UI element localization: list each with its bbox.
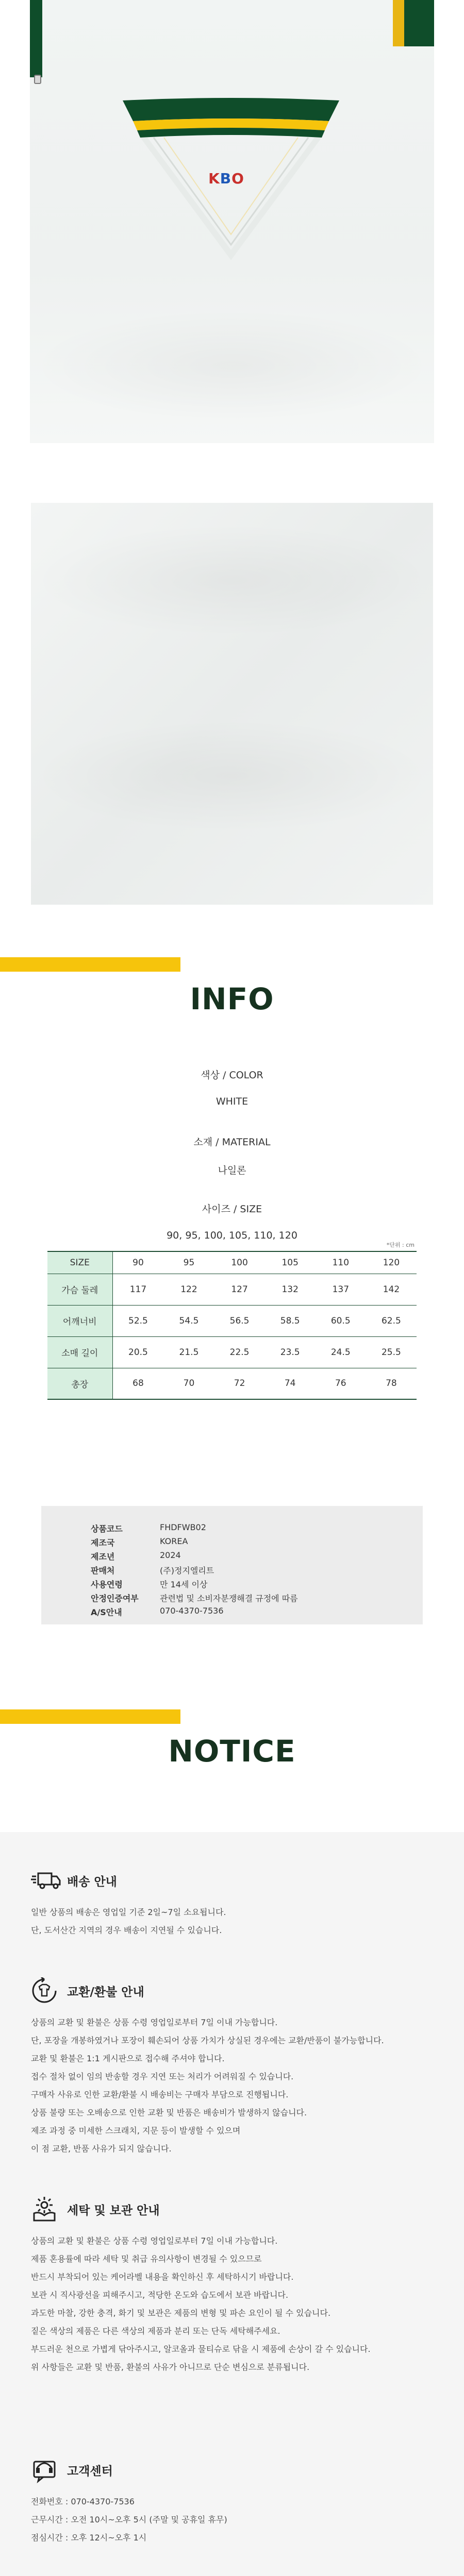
shipping-notice — [31, 1867, 443, 1939]
table-cell: 52.5 — [112, 1305, 163, 1336]
notice-line: 과도한 마찰, 강한 충격, 화기 및 보관은 제품의 변형 및 파손 요인이 될 수 있습니다. — [31, 2308, 331, 2318]
detail-value: 070-4370-7536 — [160, 1606, 224, 1616]
size-table-header-cell: 105 — [265, 1251, 316, 1274]
size-table-header-cell: 120 — [366, 1251, 417, 1274]
kbo-logo: K B O — [208, 170, 244, 187]
exchange-notice — [31, 1977, 443, 2158]
table-cell: 78 — [366, 1368, 417, 1399]
unit-note: *단위 : cm — [386, 1242, 415, 1248]
table-cell: 122 — [163, 1274, 214, 1305]
detail-key: 제조년 — [91, 1552, 115, 1562]
left-sleeve-trim — [30, 0, 42, 77]
size-label: 사이즈 / SIZE — [202, 1204, 262, 1215]
notice-heading-title: 교환/환불 안내 — [67, 1985, 144, 1999]
notice-line: 제품 혼용률에 따라 세탁 및 취급 유의사항이 변경될 수 있으므로 — [31, 2254, 262, 2264]
table-cell: 70 — [163, 1368, 214, 1399]
detail-value: 2024 — [160, 1550, 181, 1560]
fabric-fold-shadow — [31, 719, 433, 833]
size-value: 90, 95, 100, 105, 110, 120 — [167, 1230, 297, 1241]
table-cell: 117 — [112, 1274, 163, 1305]
table-cell: 127 — [214, 1274, 265, 1305]
table-cell: 54.5 — [163, 1305, 214, 1336]
notice-heading — [31, 2196, 443, 2223]
notice-text — [31, 1903, 443, 1939]
color-value: WHITE — [216, 1096, 248, 1107]
notice-heading-title: 세탁 및 보관 안내 — [67, 2204, 160, 2217]
notice-line: 단, 포장을 개봉하였거나 포장이 훼손되어 상품 가치가 상실된 경우에는 교환/반품이 불가능합니다. — [31, 2036, 384, 2045]
size-chart-table — [47, 1251, 417, 1400]
detail-key: A/S안내 — [91, 1607, 122, 1617]
notice-title: NOTICE — [168, 1734, 296, 1769]
table-cell: 20.5 — [112, 1336, 163, 1368]
notice-heading — [31, 1977, 443, 2004]
notice-line: 단, 도서산간 지역의 경우 배송이 지연될 수 있습니다. — [31, 1925, 222, 1935]
notice-line: 상품의 교환 및 환불은 상품 수령 영업일로부터 7일 이내 가능합니다. — [31, 2018, 278, 2027]
fabric-fold-shadow — [31, 523, 433, 637]
notice-line: 위 사항들은 교환 및 반품, 환불의 사유가 아니므로 단순 변심으로 분류됩니다. — [31, 2362, 310, 2372]
detail-row — [91, 1536, 423, 1550]
info-title: INFO — [190, 981, 274, 1016]
table-row — [47, 1305, 417, 1336]
right-sleeve-yellow-trim — [393, 0, 404, 46]
notice-line: 근무시간 : 오전 10시~오후 5시 (주말 및 공휴일 휴무) — [31, 2515, 227, 2524]
detail-value: 만 14세 이상 — [160, 1580, 208, 1589]
notice-line: 보관 시 직사광선을 피해주시고, 적당한 온도와 습도에서 보관 바랍니다. — [31, 2290, 289, 2300]
size-field — [0, 1201, 464, 1241]
notice-line: 부드러운 천으로 가볍게 닦아주시고, 알코올과 물티슈로 닦을 시 제품에 손상이 갈 수 있습니다. — [31, 2344, 371, 2354]
notice-accent-bar — [0, 1709, 180, 1724]
table-cell: 132 — [265, 1274, 316, 1305]
notice-line: 짙은 색상의 제품은 다른 색상의 제품과 분리 또는 단독 세탁해주세요. — [31, 2326, 280, 2336]
material-value: 나일론 — [218, 1165, 246, 1176]
fabric-closeup-photo — [31, 503, 433, 905]
zipper-clip — [34, 75, 41, 84]
table-cell: 72 — [214, 1368, 265, 1399]
notice-line: 일반 상품의 배송은 영업일 기준 2일~7일 소요됩니다. — [31, 1907, 226, 1917]
detail-key: 상품코드 — [91, 1524, 123, 1534]
size-table-header-row — [47, 1251, 417, 1274]
notice-heading-title: 고객센터 — [67, 2464, 113, 2478]
table-cell: 74 — [265, 1368, 316, 1399]
delivery-truck-icon — [31, 1867, 64, 1894]
color-label: 색상 / COLOR — [201, 1070, 263, 1081]
row-label: 소매 길이 — [47, 1336, 112, 1368]
table-row — [47, 1368, 417, 1399]
row-label: 어깨너비 — [47, 1305, 112, 1336]
notice-line: 전화번호 : 070-4370-7536 — [31, 2497, 135, 2506]
detail-value: KOREA — [160, 1536, 188, 1546]
table-cell: 137 — [316, 1274, 366, 1305]
detail-row — [91, 1564, 423, 1578]
detail-row — [91, 1606, 423, 1620]
product-collar-photo — [30, 0, 434, 443]
table-cell: 24.5 — [316, 1336, 366, 1368]
size-table-header-cell: SIZE — [47, 1251, 112, 1274]
table-cell: 23.5 — [265, 1336, 316, 1368]
right-sleeve-trim — [404, 0, 434, 46]
detail-row — [91, 1578, 423, 1592]
row-label: 총장 — [47, 1368, 112, 1399]
detail-key: 사용연령 — [91, 1580, 123, 1589]
table-cell: 22.5 — [214, 1336, 265, 1368]
row-label: 가슴 둘레 — [47, 1274, 112, 1305]
notice-line: 점심시간 : 오후 12시~오후 1시 — [31, 2533, 147, 2543]
table-row — [47, 1336, 417, 1368]
fabric-fold-shadow — [30, 309, 434, 422]
detail-key: 제조국 — [91, 1538, 115, 1548]
table-cell: 25.5 — [366, 1336, 417, 1368]
table-cell: 142 — [366, 1274, 417, 1305]
shirt-return-icon — [31, 1977, 64, 2004]
notice-line: 접수 절차 없이 임의 반송할 경우 지연 또는 처리가 어려워질 수 있습니다. — [31, 2072, 294, 2081]
notice-line: 교환 및 환불은 1:1 게시판으로 접수해 주셔야 합니다. — [31, 2054, 225, 2063]
customer-center-notice — [31, 2456, 443, 2547]
color-field — [0, 1067, 464, 1107]
care-notice — [31, 2196, 443, 2376]
detail-row — [91, 1592, 423, 1606]
detail-key: 안정인증여부 — [91, 1594, 139, 1603]
table-cell: 62.5 — [366, 1305, 417, 1336]
notice-line: 상품의 교환 및 환불은 상품 수령 영업일로부터 7일 이내 가능합니다. — [31, 2236, 278, 2246]
notice-heading — [31, 1867, 443, 1894]
notice-heading-title: 배송 안내 — [67, 1875, 117, 1889]
notice-text — [31, 2013, 443, 2158]
notice-heading — [31, 2456, 443, 2483]
size-table-header-cell: 110 — [316, 1251, 366, 1274]
table-row — [47, 1274, 417, 1305]
notice-line: 구매자 사유로 인한 교환/환불 시 배송비는 구매자 부담으로 진행됩니다. — [31, 2090, 289, 2099]
detail-value: 관련법 및 소비자분쟁해결 규정에 따름 — [160, 1594, 298, 1603]
size-table-header-cell: 100 — [214, 1251, 265, 1274]
size-table-header-cell: 90 — [112, 1251, 163, 1274]
material-field — [0, 1134, 464, 1177]
detail-row — [91, 1522, 423, 1536]
wash-care-icon — [31, 2196, 64, 2223]
table-cell: 60.5 — [316, 1305, 366, 1336]
detail-row — [91, 1550, 423, 1564]
size-table-header-cell: 95 — [163, 1251, 214, 1274]
table-cell: 56.5 — [214, 1305, 265, 1336]
notice-line: 제조 과정 중 미세한 스크래치, 지문 등이 발생할 수 있으며 — [31, 2126, 241, 2136]
notice-text — [31, 2493, 443, 2547]
product-detail-box — [41, 1506, 423, 1624]
notice-line: 반드시 부착되어 있는 케어라벨 내용을 확인하신 후 세탁하시기 바랍니다. — [31, 2272, 294, 2282]
table-cell: 58.5 — [265, 1305, 316, 1336]
detail-key: 판매처 — [91, 1566, 115, 1575]
headset-support-icon — [31, 2456, 64, 2483]
info-accent-bar — [0, 957, 180, 972]
table-cell: 76 — [316, 1368, 366, 1399]
detail-value: FHDFWB02 — [160, 1522, 206, 1532]
table-cell: 21.5 — [163, 1336, 214, 1368]
notice-line: 상품 불량 또는 오배송으로 인한 교환 및 반품은 배송비가 발생하지 않습니다. — [31, 2108, 307, 2117]
material-label: 소재 / MATERIAL — [193, 1137, 271, 1148]
table-cell: 68 — [112, 1368, 163, 1399]
notice-line: 이 점 교환, 반품 사유가 되지 않습니다. — [31, 2144, 172, 2154]
notice-text — [31, 2232, 443, 2376]
detail-value: (주)정지엘리트 — [160, 1566, 214, 1575]
